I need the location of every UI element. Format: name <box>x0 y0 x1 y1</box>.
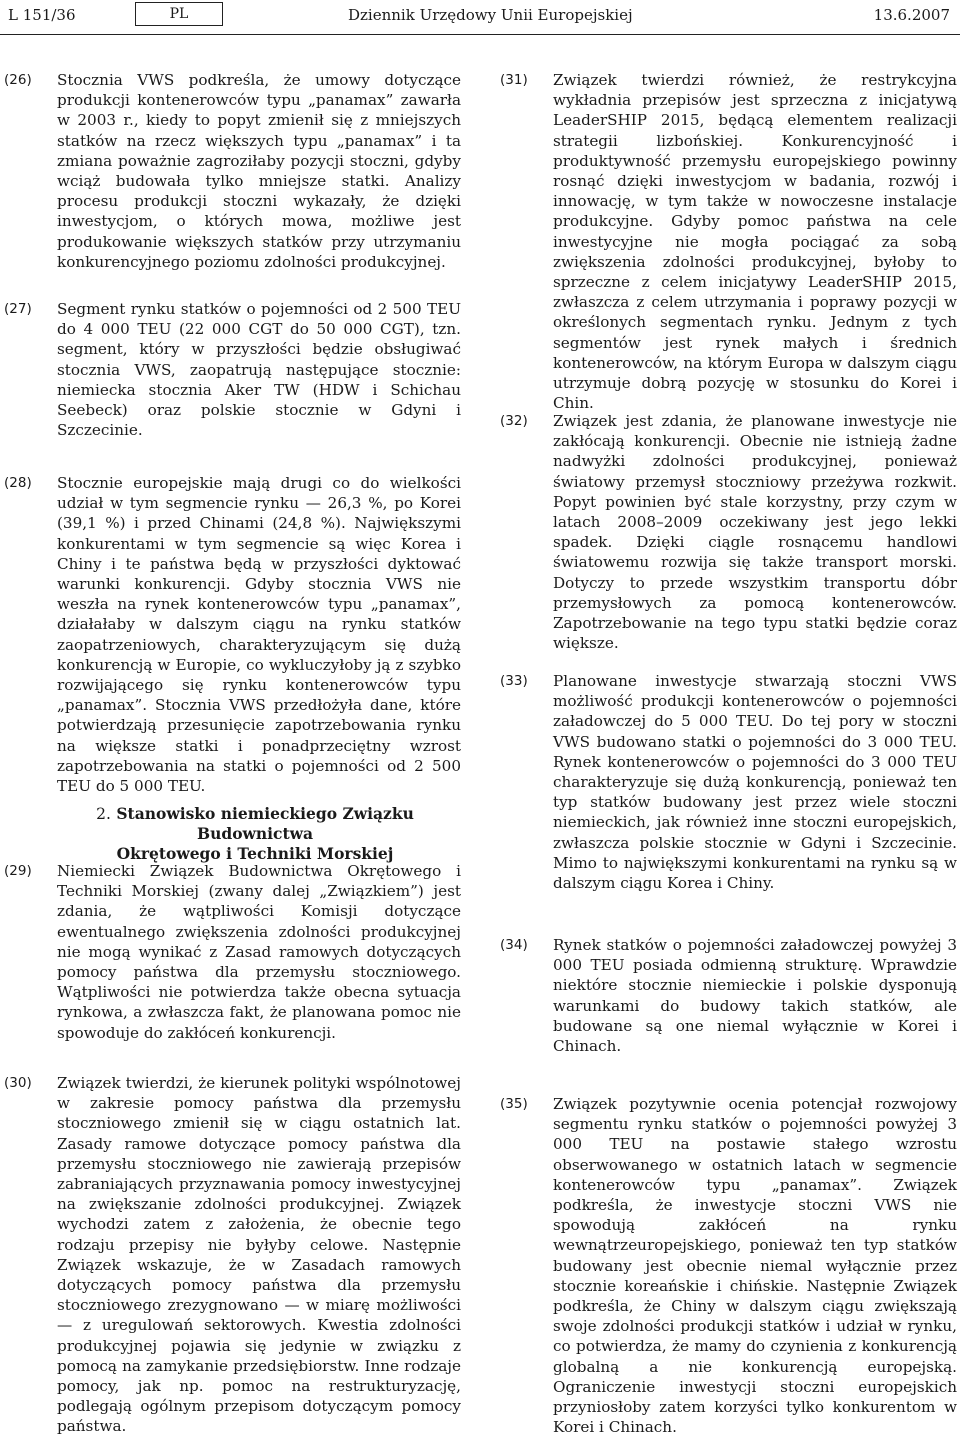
paragraph-number: (31) <box>500 72 528 88</box>
paragraph-text: Niemiecki Związek Budownictwa Okrętowego i Techniki Morskiej (zwany dalej „Związkiem”) jest zdania, że wątpliwości Komisji dotyczące ewentualnego zwiększenia zdolności produkcyjnej nie mogą wynikać z Zasad ramowych dotyczących pomocy państwa dla przemysłu stoczniowego. Wątpliwości nie potwierdza także obecna sytuacja rynkowa, a zwłaszcza fakt, że planowana pomoc nie spowoduje do zakłóceń konkurencji. <box>57 862 461 1042</box>
paragraph-number: (27) <box>4 301 32 317</box>
section-number: 2. <box>96 805 111 823</box>
paragraph-text: Rynek statków o pojemności załadowczej powyżej 3 000 TEU posiada odmienną strukturę. Wprawdzie niektóre stocznie niemieckie i polskie dysponują warunkami do budowy takich statków, ale budowane są one niemal wyłącznie w Korei i Chinach. <box>553 936 957 1056</box>
paragraph-text: Związek twierdzi, że kierunek polityki wspólnotowej w zakresie pomocy państwa dla przemysłu stoczniowego zmienił się w ciągu ostatnich lat. Zasady ramowe dotyczące pomocy państwa dla przemysłu stoczniowego nie zawierają przepisów zabraniających przyznawania pomocy inwestycyjnej na zwiększanie zdolności produkcyjnej. Związek wychodzi zatem z założenia, że obecnie tego rodzaju przepisy nie byłyby celowe. Następnie Związek wskazuje, że w Zasadach ramowych dotyczących pomocy państwa dla przemysłu stoczniowego zrezygnowano — w miarę możliwości — z uregulowań sektorowych. Kwestia zdolności produkcyjnej pojawia się jedynie w związku z pomocą na zamykanie przedsiębiorstw. Inne rodzaje pomocy, jak np. pomoc na restrukturyzację, podlegają ogólnym przepisom dotyczącym pomocy państwa. <box>57 1074 461 1436</box>
paragraph-number: (28) <box>4 475 32 491</box>
paragraph-text: Związek twierdzi również, że restrykcyjna wykładnia przepisów jest sprzeczna z inicjatywą LeaderSHIP 2015, będącą elementem realizacji strategii lizbońskiej. Konkurencyjność i produktywność przemysłu europejskiego powinny rosnąć dzięki inwestycjom w badania, rozwój i innowację, w tym także w nowoczesne instalacje produkcyjne. Gdyby pomoc państwa na cele inwestycyjne nie mogła pociągać za sobą zwiększenia zdolności produkcyjnej, byłoby to sprzeczne z celem inicjatywy LeaderSHIP 2015, zwłaszcza z celem utrzymania i poprawy pozycji w określonych segmentach rynku. Jednym z tych segmentów jest rynek małych i średnich kontenerowców, na którym Europa w dalszym ciągu utrzymuje dobrą pozycję w stosunku do Korei i Chin. <box>553 71 957 413</box>
paragraph-number: (34) <box>500 937 528 953</box>
paragraph-text: Związek pozytywnie ocenia potencjał rozwojowy segmentu rynku statków o pojemności powyżej 3 000 TEU na postawie stałego wzrostu obserwowanego w ostatnich latach w segmencie kontenerowców typu „panamax”. Związek podkreśla, że inwestycje stoczni VWS nie spowodują zakłóceń na rynku wewnątrzeuropejskiego, ponieważ ten typ statków budowany jest obecnie niemal wyłącznie przez stocznie koreańskie i chińskie. Następnie Związek podkreśla, że Chiny w dalszym ciągu zwiększają swoje zdolności produkcji statków i udział w rynku, co potwierdza, że mamy do czynienia z konkurencją globalną a nie konkurencją europejską. Ograniczenie inwestycji stoczni europejskich przyniosłoby zatem korzyści tylko konkurentom w Korei i Chinach. <box>553 1095 957 1437</box>
paragraph-text: Segment rynku statków o pojemności od 2 500 TEU do 4 000 TEU (22 000 CGT do 50 000 CGT), tzn. segment, który w przyszłości będzie obsługiwać stocznia VWS, zaopatrują następujące stocznie: niemiecka stocznia Aker TW (HDW i Schichau Seebeck) oraz polskie stocznie w Gdyni i Szczecinie. <box>57 300 461 440</box>
section-title-line2: Okrętowego i Techniki Morskiej <box>116 844 394 863</box>
paragraph-number: (32) <box>500 413 528 429</box>
journal-title: Dziennik Urzędowy Unii Europejskiej <box>348 6 633 24</box>
paragraph-text: Stocznia VWS podkreśla, że umowy dotyczące produkcji kontenerowców typu „panamax” zawarła w 2003 r., kiedy to popyt zmienił się z mniejszych statków na rzecz większych typu „panamax” i ta zmiana poważnie zagroziłaby pozycji stoczni, gdyby wciąż budowała tylko mniejsze statki. Analizy procesu produkcji stoczni wykazały, że dzięki inwestycjom, o których mowa, możliwe jest produkowanie większych statków przy utrzymaniu konkurencyjnego poziomu zdolności produkcyjnej. <box>57 71 461 271</box>
paragraph-number: (35) <box>500 1096 528 1112</box>
page-header <box>0 0 960 35</box>
paragraph-text: Związek jest zdania, że planowane inwestycje nie zakłócają konkurencji. Obecnie nie istnieją żadne nadwyżki zdolności produkcyjnej, ponieważ światowy przemysł stoczniowy przeżywa rozkwit. Popyt powinien być stale korzystny, przy czym w latach 2008–2009 oczekiwany jest jego lekki spadek. Dzięki ciągle rosnącemu handlowi światowemu rozwija się także transport morski. Dotyczy to przede wszystkim transportu dóbr przemysłowych za pomocą kontenerowców. Zapotrzebowanie na tego typu statki będzie coraz większe. <box>553 412 957 653</box>
paragraph-number: (26) <box>4 72 32 88</box>
paragraph-text: Planowane inwestycje stwarzają stoczni VWS możliwość produkcji kontenerowców o pojemności załadowczej do 5 000 TEU. Do tej pory w stoczni VWS budowano statki o pojemności do 3 000 TEU. Rynek kontenerowców o pojemności do 3 000 TEU charakteryzuje się dużą konkurencją, ponieważ ten typ statków budowany jest przez wiele stoczni niemieckich, jak również inne stoczni europejskich, zwłaszcza polskie stocznie w Gdyni i Szczecinie. Mimo to największymi konkurentami na rynku są w dalszym ciągu Korea i Chiny. <box>553 672 957 893</box>
paragraph-number: (33) <box>500 673 528 689</box>
language-badge: PL <box>135 2 223 26</box>
paragraph-number: (30) <box>4 1075 32 1091</box>
paragraph-number: (29) <box>4 863 32 879</box>
page-reference: L 151/36 <box>8 6 76 24</box>
section-heading <box>50 804 460 864</box>
section-title-line1: Stanowisko niemieckiego Związku Budownictwa <box>116 804 414 843</box>
paragraph-text: Stocznie europejskie mają drugi co do wielkości udział w tym segmencie rynku — 26,3 %, po Korei (39,1 %) i przed Chinami (24,8 %). Największymi konkurentami w tym segmencie są więc Korea i Chiny i te państwa będą w przyszłości dyktować warunki konkurencji. Gdyby stocznia VWS nie weszła na rynek kontenerowców typu „panamax”, działałaby w dalszym ciągu na rynku statków zaopatrzeniowych, charakteryzującym się dużą konkurencją w Europie, co wykluczyłoby ją z szybko rozwijającego się rynku kontenerowców typu „panamax”. Stocznia VWS przedłożyła dane, które potwierdzają przesunięcie zapotrzebowania rynku na większe statki i ponadprzeciętny wzrost zapotrzebowania na statki o pojemności od 2 500 TEU do 5 000 TEU. <box>57 474 461 796</box>
publication-date: 13.6.2007 <box>873 6 950 24</box>
